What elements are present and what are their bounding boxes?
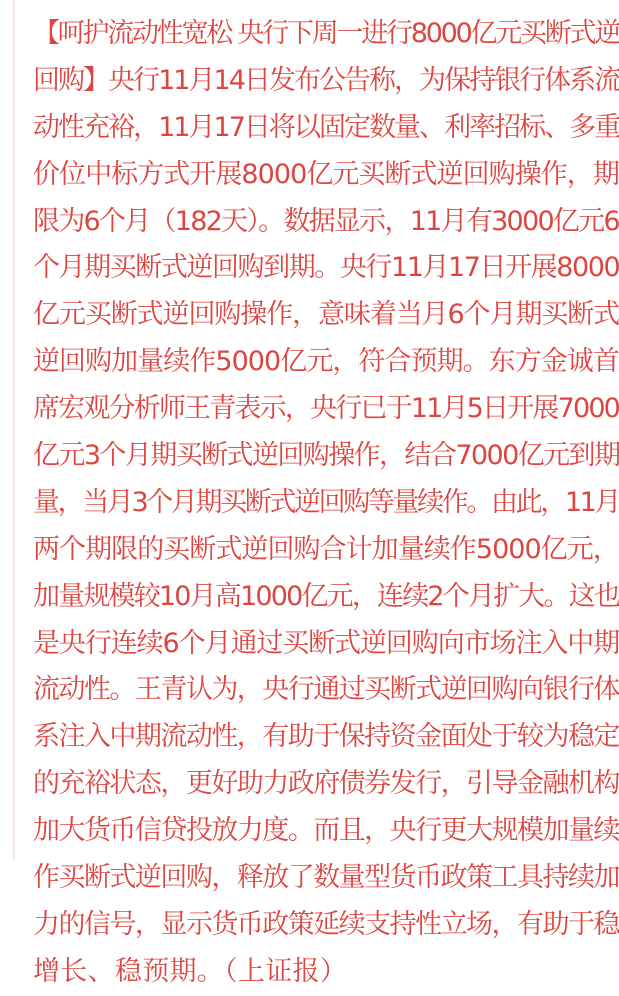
- article-line: 力的信号，显示货币政策延续支持性立场，有助于稳: [33, 908, 619, 940]
- article-line: 动性充裕，11月17日将以固定数量、利率招标、多重: [33, 111, 619, 143]
- article-line: 的充裕状态，更好助力政府债券发行，引导金融机构: [33, 768, 619, 800]
- article-line: 席宏观分析师王青表示，央行已于11月5日开展7000: [33, 393, 619, 425]
- article-line: 加大货币信贷投放力度。而且，央行更大规模加量续: [33, 815, 619, 847]
- article-line: 系注入中期流动性，有助于保持资金面处于较为稳定: [33, 721, 619, 753]
- article-line: 两个期限的买断式逆回购合计加量续作5000亿元，: [33, 533, 619, 565]
- article-line: 作买断式逆回购，释放了数量型货币政策工具持续加: [33, 862, 619, 894]
- article-line: 流动性。王青认为，央行通过买断式逆回购向银行体: [33, 674, 619, 706]
- article-line: 亿元3个月期买断式逆回购操作，结合7000亿元到期: [33, 440, 619, 472]
- article-line: 回购】央行11月14日发布公告称，为保持银行体系流: [33, 64, 619, 96]
- article-line: 量，当月3个月期买断式逆回购等量续作。由此，11月: [33, 486, 619, 518]
- article-line: 是央行连续6个月通过买断式逆回购向市场注入中期: [33, 627, 619, 659]
- article-line: 逆回购加量续作5000亿元，符合预期。东方金诚首: [33, 346, 619, 378]
- article-line: 加量规模较10月高1000亿元，连续2个月扩大。这也: [33, 580, 619, 612]
- article-line: 价位中标方式开展8000亿元买断式逆回购操作，期: [33, 158, 619, 190]
- article-line: 亿元买断式逆回购操作，意味着当月6个月期买断式: [33, 299, 619, 331]
- article-line: 限为6个月（182天）。数据显示，11月有3000亿元6: [33, 205, 619, 237]
- article-body: [33, 11, 619, 996]
- article-line: 个月期买断式逆回购到期。央行11月17日开展8000: [33, 252, 619, 284]
- article-line: 【呵护流动性宽松 央行下周一进行8000亿元买断式逆: [33, 18, 619, 49]
- article-line: 增长、稳预期。（上证报）: [33, 955, 348, 987]
- quote-border: [13, 0, 15, 859]
